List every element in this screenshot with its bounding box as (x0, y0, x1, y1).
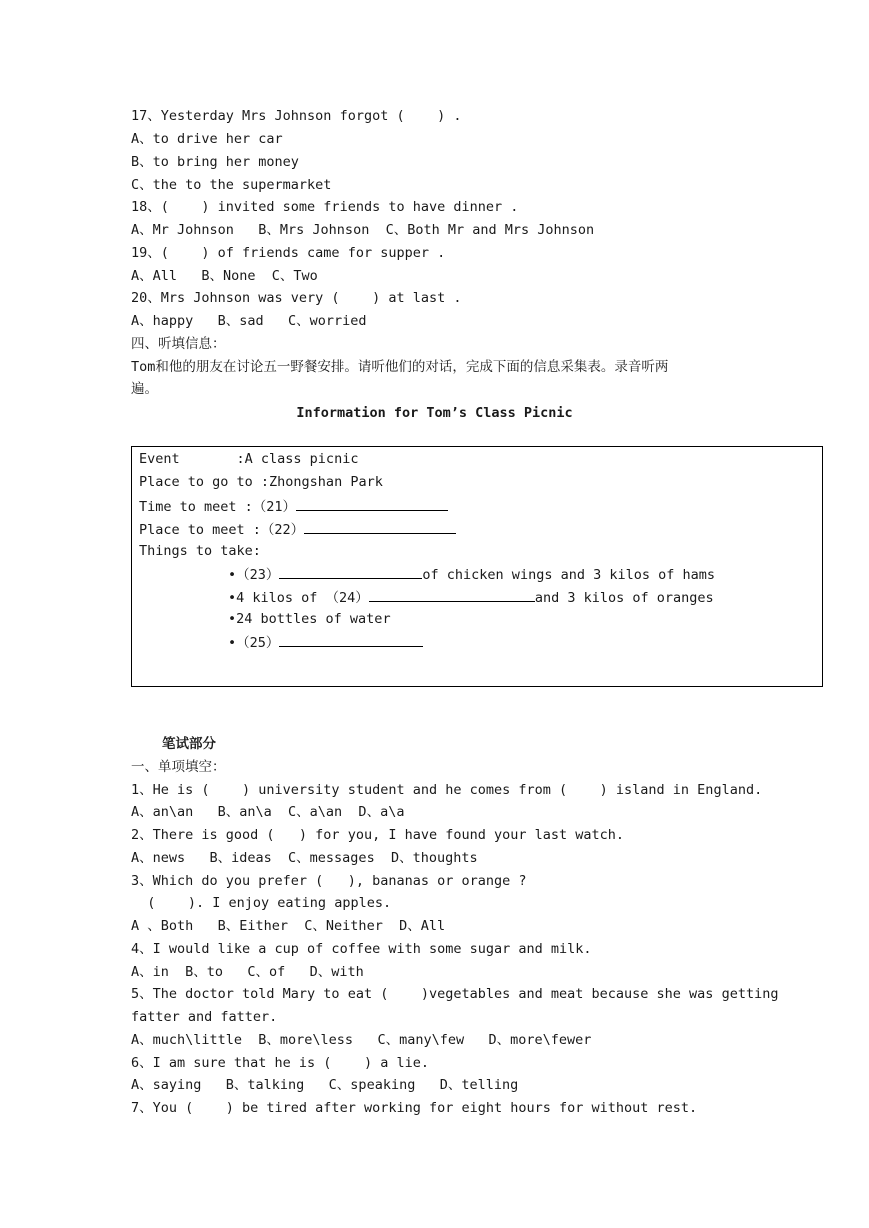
options-18: A、Mr Johnson B、Mrs Johnson C、Both Mr and Mrs Johnson (131, 222, 595, 238)
options-5: A、much\little B、more\less C、many\few D、more\fewer (131, 1032, 592, 1048)
written-heading: 笔试部分 (162, 736, 216, 752)
question-19: 19、( ) of friends came for supper . (131, 245, 446, 261)
question-17: 17、Yesterday Mrs Johnson forgot ( ) . (131, 108, 462, 124)
question-20: 20、Mrs Johnson was very ( ) at last . (131, 290, 462, 306)
blank-21[interactable] (296, 496, 448, 511)
question-5-cont: fatter and fatter. (131, 1009, 278, 1025)
options-19: A、All B、None C、Two (131, 268, 318, 284)
options-4: A、in B、to C、of D、with (131, 964, 364, 980)
bullet-25-pre: （25） (236, 635, 280, 651)
form-place-meet (139, 519, 456, 539)
section-4-instructions-cont: 遍。 (131, 381, 158, 397)
question-4: 4、I would like a cup of coffee with some sugar and milk. (131, 941, 592, 957)
bullet-24 (228, 587, 714, 607)
bullet-25 (228, 632, 423, 652)
question-3-cont: ( ). I enjoy eating apples. (131, 895, 392, 911)
form-place-meet-label: Place to meet :（22） (139, 522, 305, 538)
bullet-icon: • (228, 590, 237, 606)
option-17b: B、to bring her money (131, 154, 299, 170)
form-time-meet (139, 496, 448, 516)
options-1: A、an\an B、an\a C、a\an D、a\a (131, 804, 405, 820)
option-17c: C、the to the supermarket (131, 177, 332, 193)
form-title: Information for Tom’s Class Picnic (296, 405, 573, 421)
bullet-23-post: of chicken wings and 3 kilos of hams (422, 567, 716, 583)
form-time-meet-label: Time to meet :（21） (139, 499, 297, 515)
options-2: A、news B、ideas C、messages D、thoughts (131, 850, 478, 866)
question-5: 5、The doctor told Mary to eat ( )vegetables and meat because she was getting (131, 986, 779, 1002)
part-1-heading: 一、单项填空： (131, 759, 226, 775)
form-event: Event :A class picnic (139, 451, 359, 467)
blank-22[interactable] (304, 519, 456, 534)
options-6: A、saying B、talking C、speaking D、telling (131, 1077, 519, 1093)
question-2: 2、There is good ( ) for you, I have found your last watch. (131, 827, 625, 843)
option-17a: A、to drive her car (131, 131, 283, 147)
info-form-box (131, 446, 823, 687)
section-4-heading: 四、听填信息： (131, 336, 226, 352)
blank-24[interactable] (369, 587, 535, 602)
form-place-go: Place to go to :Zhongshan Park (139, 474, 383, 490)
bullet-water (228, 610, 391, 628)
bullet-24-pre: 4 kilos of （24） (236, 590, 369, 606)
bullet-water-text: 24 bottles of water (236, 611, 391, 627)
question-1: 1、He is ( ) university student and he comes from ( ) island in England. (131, 782, 763, 798)
question-18: 18、( ) invited some friends to have dinner . (131, 199, 519, 215)
bullet-23-pre: （23） (236, 567, 280, 583)
bullet-24-post: and 3 kilos of oranges (534, 590, 714, 606)
bullet-icon: • (228, 611, 237, 627)
question-3: 3、Which do you prefer ( ), bananas or orange ? (131, 873, 527, 889)
question-7: 7、You ( ) be tired after working for eight hours for without rest. (131, 1100, 698, 1116)
blank-23[interactable] (279, 564, 422, 579)
form-things: Things to take: (139, 543, 261, 559)
bullet-icon: • (228, 635, 237, 651)
options-3: A 、Both B、Either C、Neither D、All (131, 918, 446, 934)
section-4-instructions: Tom和他的朋友在讨论五一野餐安排。请听他们的对话，完成下面的信息采集表。录音听两 (131, 359, 669, 375)
bullet-23 (228, 564, 715, 584)
question-6: 6、I am sure that he is ( ) a lie. (131, 1055, 429, 1071)
blank-25[interactable] (279, 632, 423, 647)
options-20: A、happy B、sad C、worried (131, 313, 367, 329)
bullet-icon: • (228, 567, 237, 583)
